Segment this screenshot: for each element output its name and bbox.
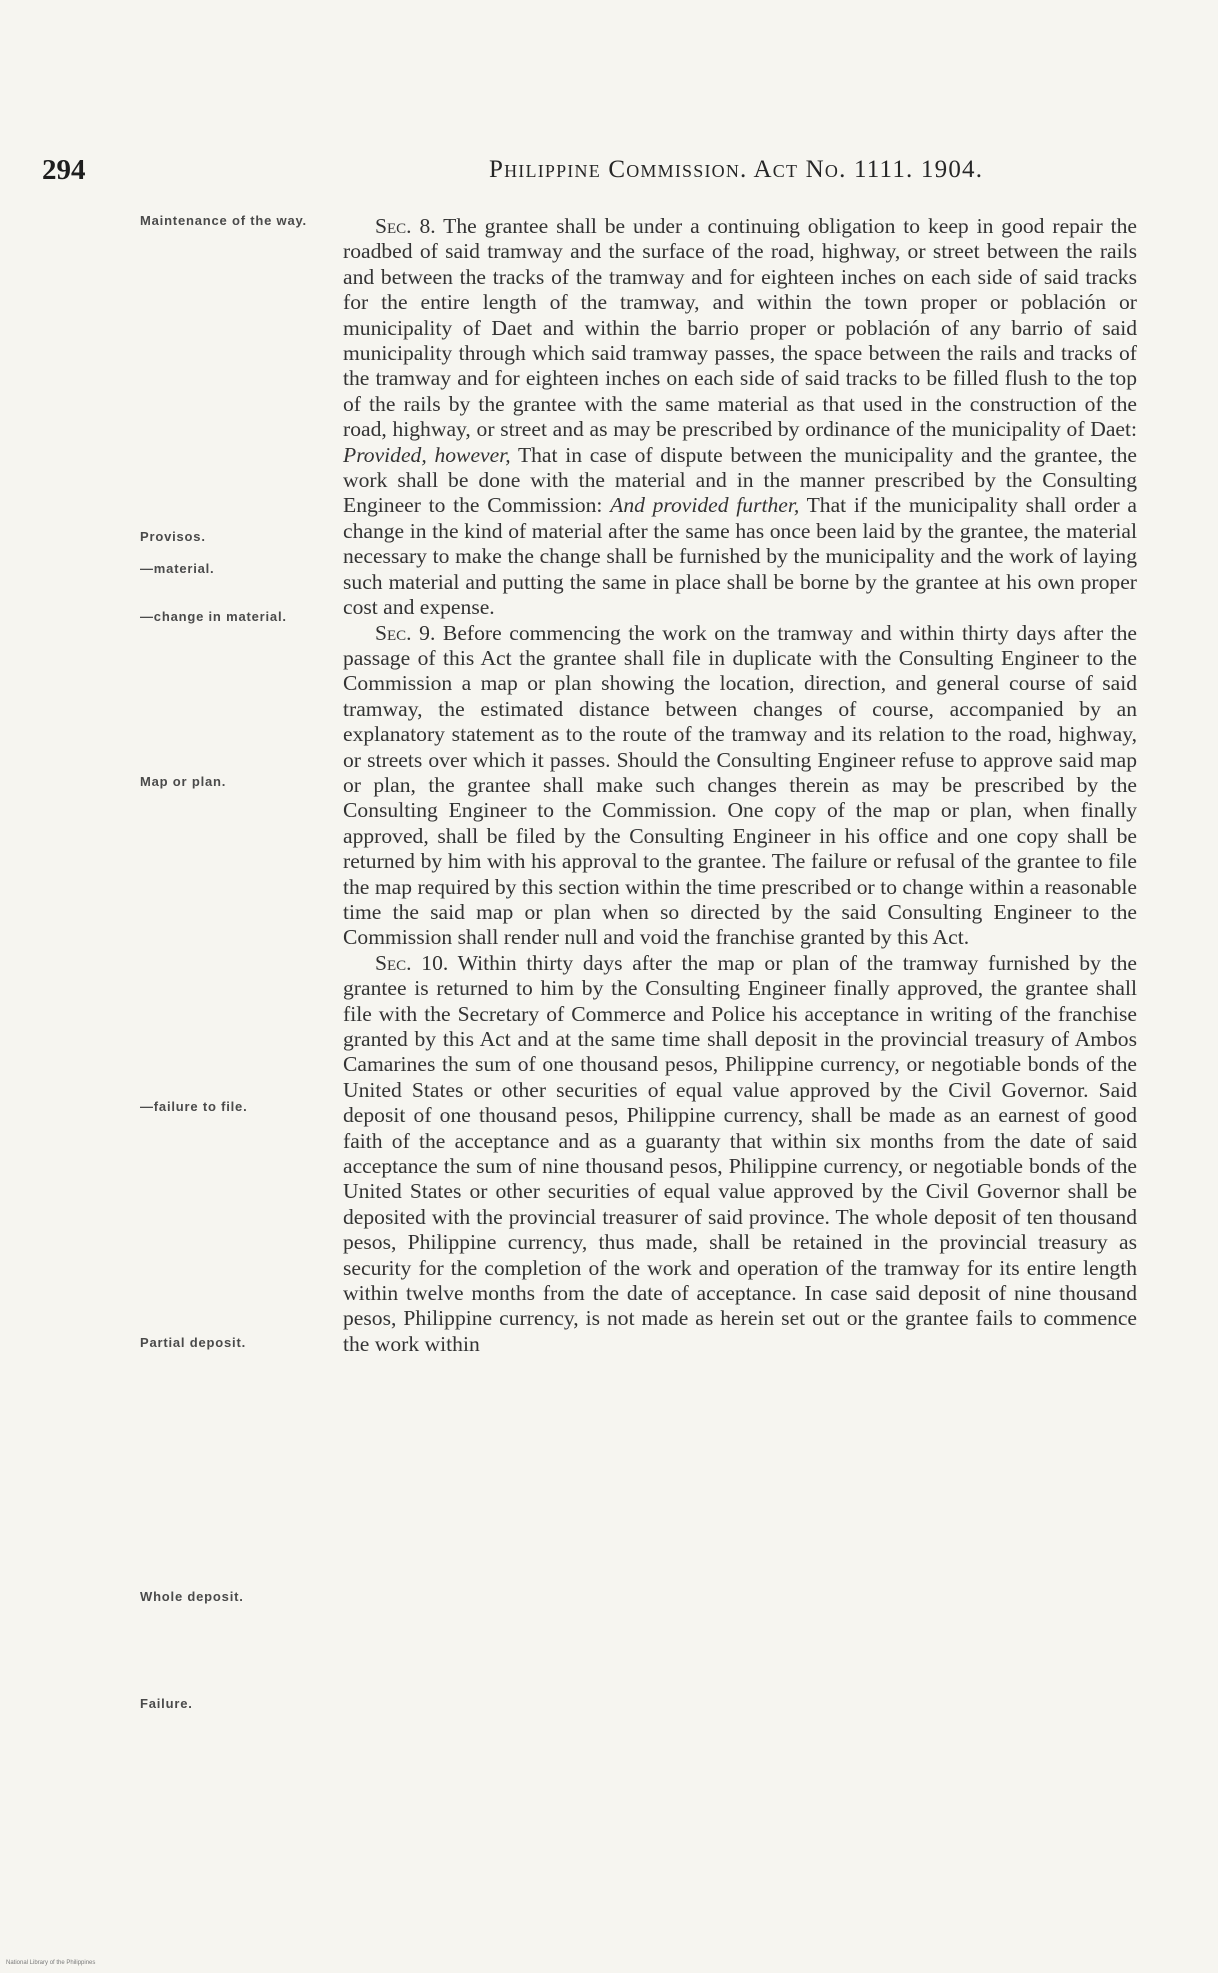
margin-note-map-or-plan: Map or plan. (140, 774, 227, 789)
proviso-phrase: Provided, however, (343, 442, 511, 467)
margin-note-provisos: Provisos. (140, 529, 206, 544)
margin-note-maintenance: Maintenance of the way. (140, 213, 307, 228)
section-9 (343, 621, 1137, 951)
section-text: That if the municipality shall order a change in the kind of material after the same has once been laid by the grantee, the material necessary to make the change shall be furnished by the municipality and the work of laying such material and putting the same in place shall be borne by the grantee at his own proper cost and expense. (343, 493, 1138, 620)
running-head: Philippine Commission. Act No. 1111. 1904. (489, 156, 984, 183)
page-header (42, 154, 1132, 194)
section-text: That in case of dispute between the municipality and the grantee, the work shall be done with the material and in the manner prescribed by the Consulting Engineer to the Commission: (343, 442, 1137, 518)
margin-note-material: —material. (140, 561, 215, 576)
margin-note-partial-deposit: Partial deposit. (140, 1335, 246, 1350)
proviso-phrase: And provided further, (610, 493, 800, 518)
margin-note-whole-deposit: Whole deposit. (140, 1589, 244, 1604)
section-text: The grantee shall be under a continuing obligation to keep in good repair the roadbed of said tramway and the surface of the road, highway, or street between the rails and between the tracks of the tramway and for eighteen inches on each side of said tracks for the entire length of the tramway, and within the town proper or población or municipality of Daet and within the barrio proper or población of any barrio of said municipality through which said tramway passes, the space between the rails and tracks of the tramway and for eighteen inches on each side of said tracks to be filled flush to the top of the rails by the grantee with the same material as that used in the construction of the road, highway, or street and as may be prescribed by ordinance of the municipality of Daet: (343, 214, 1137, 442)
section-label: Sec. 9. (375, 620, 436, 645)
body-text (343, 214, 1137, 1357)
margin-note-failure: Failure. (140, 1696, 193, 1711)
section-8 (343, 214, 1137, 621)
section-label: Sec. 10. (375, 950, 449, 975)
section-label: Sec. 8. (375, 214, 436, 238)
section-text: Before commencing the work on the tramway and within thirty days after the passage of this Act the grantee shall file in duplicate with the Consulting Engineer to the Commission a map or plan showing the location, direction, and general course of said tramway, the estimated distance between changes of course, accompanied by an explanatory statement as to the route of the tramway and its relation to the road, highway, or streets over which it passes. Should the Consulting Engineer refuse to approve said map or plan, the grantee shall make such changes therein as may be prescribed by the Consulting Engineer to the Commission. One copy of the map or plan, when finally approved, shall be filed by the Consulting Engineer in his office and one copy shall be returned by him with his approval to the grantee. The failure or refusal of the grantee to file the map required by this section within the time prescribed or to change within a reasonable time the said map or plan when so directed by the said Consulting Engineer to the Commission shall render null and void the franchise granted by this Act. (343, 620, 1137, 950)
section-10 (343, 951, 1137, 1358)
section-text: Within thirty days after the map or plan of the tramway furnished by the grantee is returned to him by the Consulting Engineer finally approved, the grantee shall file with the Secretary of Commerce and Police his acceptance in writing of the franchise granted by this Act and at the same time shall deposit in the provincial treasury of Ambos Camarines the sum of one thousand pesos, Philippine currency, or negotiable bonds of the United States or other securities of equal value approved by the Civil Governor. Said deposit of one thousand pesos, Philippine currency, shall be made as an earnest of good faith of the acceptance and as a guaranty that within six months from the date of said acceptance the sum of nine thousand pesos, Philippine currency, or negotiable bonds of the United States or other securities of equal value approved by the Civil Governor shall be deposited with the provincial treasurer of said province. The whole deposit of ten thousand pesos, Philippine currency, thus made, shall be retained in the provincial treasury as security for the completion of the work and operation of the tramway for its entire length within twelve months from the date of acceptance. In case said deposit of nine thousand pesos, Philippine currency, is not made as herein set out or the grantee fails to commence the work within (343, 950, 1137, 1356)
margin-note-failure-to-file: —failure to file. (140, 1099, 248, 1114)
margin-note-change-in-material: —change in material. (140, 609, 287, 624)
page-number: 294 (42, 154, 86, 186)
footer-imprint: National Library of the Philippines (6, 1960, 96, 1966)
